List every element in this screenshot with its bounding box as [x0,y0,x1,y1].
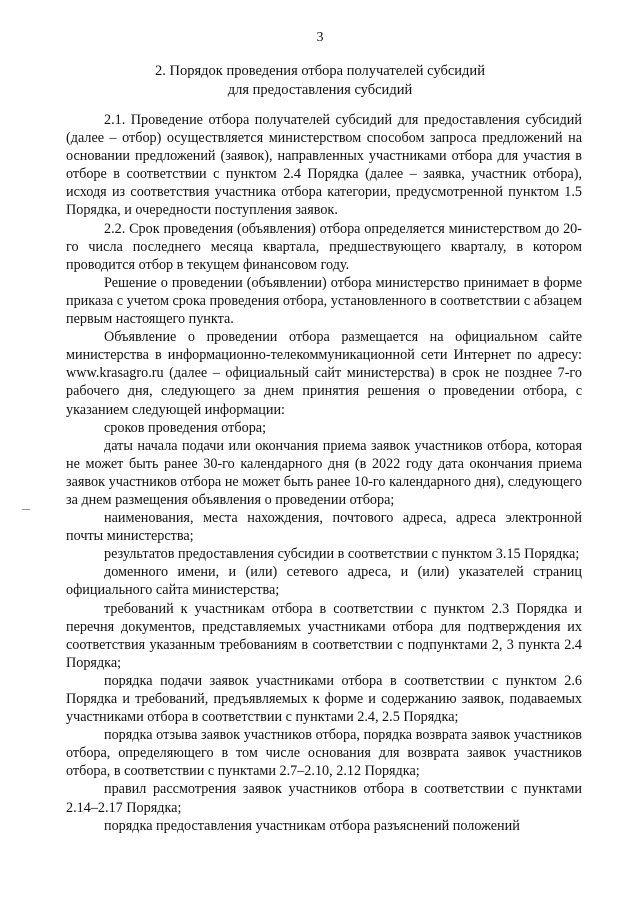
list-item-names: наименования, места нахождения, почтового адреса, адреса электронной почты министерства; [66,510,582,545]
heading-line-2: для предоставления субсидий [227,82,413,98]
list-item-domain: доменного имени, и (или) сетевого адреса, и (или) указателей страниц официального сайта министерства; [66,564,582,599]
list-item-submission: порядка подачи заявок участниками отбора в соответствии с пунктом 2.6 Порядка и требований, предъявляемых к форме и содержанию заявок, подаваемых участниками отбора в соответствии с пунктами 2.4, 2.5 Порядка; [66,672,582,726]
list-item-review-rules: правил рассмотрения заявок участников отбора в соответствии с пунктами 2.14–2.17 Порядка; [66,781,582,816]
list-item-terms: сроков проведения отбора; [104,419,267,436]
margin-mark [22,509,30,510]
list-item-results: результатов предоставления субсидии в соответствии с пунктом 3.15 Порядка; [104,546,580,563]
list-item-dates: даты начала подачи или окончания приема заявок участников отбора, которая не может быть ранее 30-го календарного дня (в 2022 году дата окончания приема заявок участников отбора не может быть ранее 10-го календарного дня), следующего за днем размещения объявления о проведении отбора; [66,437,582,508]
heading-line-1: 2. Порядок проведения отбора получателей субсидий [155,63,485,79]
paragraph-announcement: Объявление о проведении отбора размещается на официальном сайте министерства в информационно-телекоммуникационной сети Интернет по адресу: www.krasagro.ru (далее – официальный сайт министерства) в срок не позднее 7-го рабочего дня, следующего за днем принятия решения о проведении отбора, с указанием следующей информации: [66,329,582,418]
paragraph-decision: Решение о проведении (объявлении) отбора министерство принимает в форме приказа с учетом срока проведения отбора, установленного в соответствии с абзацем первым настоящего пункта. [66,274,582,328]
list-item-withdrawal: порядка отзыва заявок участников отбора, порядка возврата заявок участников отбора, определяющего в том числе основания для возврата заявок участников отбора, в соответствии с пунктами 2.7–2.10, 2.12 Порядка; [66,727,582,780]
paragraph-2-2: 2.2. Срок проведения (объявления) отбора определяется министерством до 20-го числа последнего месяца квартала, предшествующего кварталу, в котором проводится отбор в текущем финансовом году. [66,220,582,273]
page-number: 3 [316,30,324,45]
section-heading [60,62,580,100]
document-body [66,111,582,835]
paragraph-2-1: 2.1. Проведение отбора получателей субсидий для предоставления субсидий (далее – отбор) осуществляется министерством способом запроса предложений на основании предложений (заявок), направленных участниками отбора для участия в отборе в соответствии с пунктом 2.4 Порядка (далее – заявка, участник отбора), исходя из соответствия участника отбора категории, предусмотренной пунктом 1.5 Порядка, и очередности поступления заявок. [66,112,582,219]
list-item-requirements: требований к участникам отбора в соответствии с пунктом 2.3 Порядка и перечня документов, представляемых участниками отбора для подтверждения их соответствия указанным требованиям в соответствии с подпунктами 2, 3 пункта 2.4 Порядка; [66,600,582,671]
list-item-clarifications: порядка предоставления участникам отбора разъяснений положений [104,817,520,834]
